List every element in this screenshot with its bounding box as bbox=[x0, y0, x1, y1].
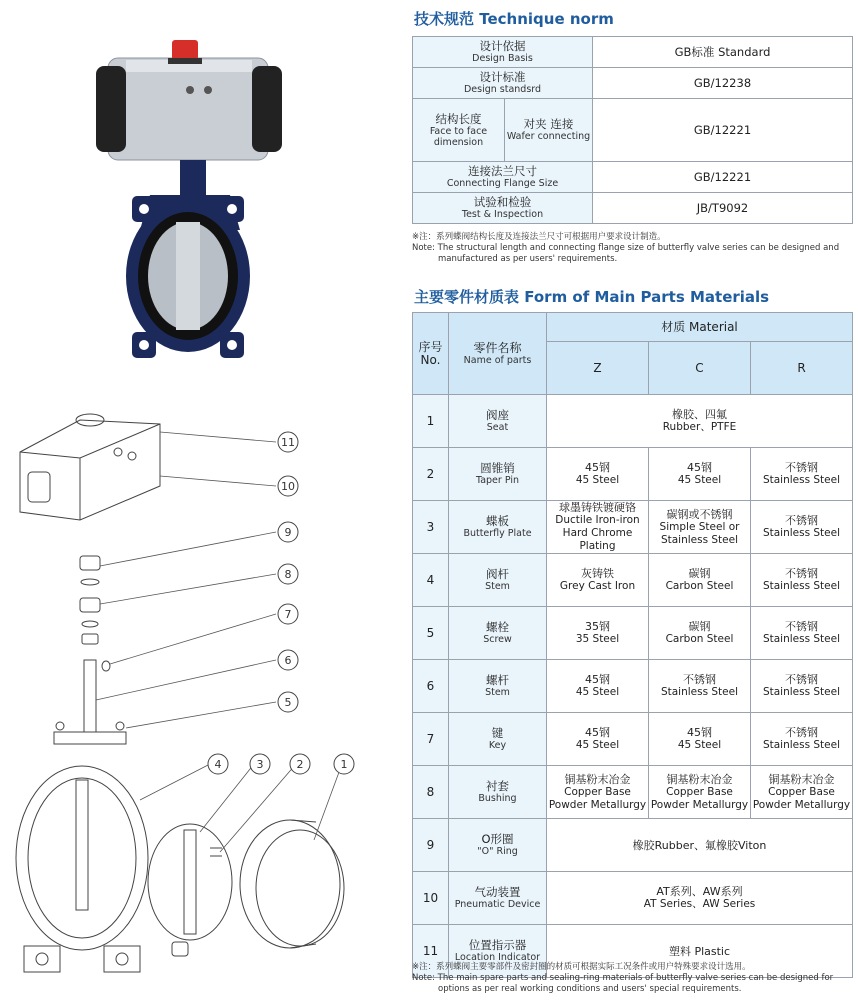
technique-note: ※注：系列蝶阀结构长度及连接法兰尺寸可根据用户要求设计制造。 Note: The structural length and connecting flange size of butterfly valve series can be designed and manufactured as per users' requirements. bbox=[412, 232, 840, 264]
material-span: 塑料 Plastic bbox=[547, 925, 853, 978]
material-z: 铜基粉末冶金 Copper Base Powder Metallurgy bbox=[547, 766, 649, 819]
part-name: 螺杆 Stem bbox=[449, 660, 547, 713]
part-name: 蝶板 Butterfly Plate bbox=[449, 501, 547, 554]
part-number: 2 bbox=[413, 448, 449, 501]
material-span: 橡胶、四氟 Rubber、PTFE bbox=[547, 395, 853, 448]
callout-11: 11 bbox=[281, 436, 295, 449]
material-c: 碳钢或不锈钢 Simple Steel or Stainless Steel bbox=[649, 501, 751, 554]
material-z: 45钢 45 Steel bbox=[547, 448, 649, 501]
materials-title: 主要零件材质表 Form of Main Parts Materials bbox=[414, 288, 770, 306]
callout-1: 1 bbox=[340, 758, 348, 771]
part-number: 4 bbox=[413, 554, 449, 607]
callout-3: 3 bbox=[256, 758, 264, 771]
materials-header-row: 序号 No. 零件名称 Name of parts 材质 Material bbox=[413, 313, 853, 342]
callout-2: 2 bbox=[296, 758, 304, 771]
material-r: 不锈钢 Stainless Steel bbox=[751, 660, 853, 713]
material-z: 45钢 45 Steel bbox=[547, 660, 649, 713]
materials-subheader-row: Z C R bbox=[413, 342, 853, 395]
material-r: 不锈钢 Stainless Steel bbox=[751, 554, 853, 607]
materials-row bbox=[413, 819, 853, 872]
materials-row bbox=[413, 766, 853, 819]
part-number: 10 bbox=[413, 872, 449, 925]
materials-row bbox=[413, 713, 853, 766]
materials-row bbox=[413, 872, 853, 925]
part-name: 圆锥销 Taper Pin bbox=[449, 448, 547, 501]
part-number: 7 bbox=[413, 713, 449, 766]
part-number: 11 bbox=[413, 925, 449, 978]
part-number: 3 bbox=[413, 501, 449, 554]
callout-10: 10 bbox=[281, 480, 295, 493]
illustration-panel bbox=[0, 0, 400, 1003]
material-r: 不锈钢 Stainless Steel bbox=[751, 607, 853, 660]
part-name: 阀杆 Stem bbox=[449, 554, 547, 607]
test-inspection-value: JB/T9092 bbox=[593, 193, 853, 224]
material-span: 橡胶Rubber、氟橡胶Viton bbox=[547, 819, 853, 872]
material-c: 45钢 45 Steel bbox=[649, 713, 751, 766]
callout-4: 4 bbox=[214, 758, 222, 771]
design-standard-value: GB/12238 bbox=[593, 68, 853, 99]
technique-row-1: 设计依据 Design Basis GB标准 Standard bbox=[413, 37, 853, 68]
callout-6: 6 bbox=[284, 654, 292, 667]
materials-table bbox=[412, 312, 853, 978]
part-number: 6 bbox=[413, 660, 449, 713]
callout-8: 8 bbox=[284, 568, 292, 581]
technique-row-3: 结构长度 Face to face dimension 对夹 连接 Wafer connecting GB/12221 bbox=[413, 99, 853, 162]
material-r: 不锈钢 Stainless Steel bbox=[751, 448, 853, 501]
material-r: 不锈钢 Stainless Steel bbox=[751, 501, 853, 554]
materials-row bbox=[413, 554, 853, 607]
materials-note: ※注：系列蝶阀主要零部件及密封圈的材质可根据实际工况条件或用户特殊要求设计选用。 Note: The main spare parts and sealing-ring materials of butterfly valve series can be designed for options as per real working conditions and users' special requirements. bbox=[412, 962, 834, 994]
part-name: 衬套 Bushing bbox=[449, 766, 547, 819]
part-name: O形圈 "O" Ring bbox=[449, 819, 547, 872]
part-name: 螺栓 Screw bbox=[449, 607, 547, 660]
part-name: 气动装置 Pneumatic Device bbox=[449, 872, 547, 925]
materials-row bbox=[413, 607, 853, 660]
technique-row-5: 试验和检验 Test & Inspection JB/T9092 bbox=[413, 193, 853, 224]
material-z: 球墨铸铁镀硬铬 Ductile Iron-iron Hard Chrome Plating bbox=[547, 501, 649, 554]
material-c: 碳钢 Carbon Steel bbox=[649, 554, 751, 607]
technique-table bbox=[412, 36, 853, 224]
part-name: 键 Key bbox=[449, 713, 547, 766]
material-c: 碳钢 Carbon Steel bbox=[649, 607, 751, 660]
technique-row-4: 连接法兰尺寸 Connecting Flange Size GB/12221 bbox=[413, 162, 853, 193]
exploded-drawing bbox=[16, 414, 344, 972]
technique-title: 技术规范 Technique norm bbox=[414, 10, 614, 28]
material-r: 铜基粉末冶金 Copper Base Powder Metallurgy bbox=[751, 766, 853, 819]
material-span: AT系列、AW系列 AT Series、AW Series bbox=[547, 872, 853, 925]
material-c: 45钢 45 Steel bbox=[649, 448, 751, 501]
design-basis-value: GB标准 Standard bbox=[593, 37, 853, 68]
materials-row bbox=[413, 395, 853, 448]
material-c: 铜基粉末冶金 Copper Base Powder Metallurgy bbox=[649, 766, 751, 819]
part-number: 9 bbox=[413, 819, 449, 872]
callout-5: 5 bbox=[284, 696, 292, 709]
material-r: 不锈钢 Stainless Steel bbox=[751, 713, 853, 766]
material-z: 灰铸铁 Grey Cast Iron bbox=[547, 554, 649, 607]
flange-size-value: GB/12221 bbox=[593, 162, 853, 193]
material-z: 45钢 45 Steel bbox=[547, 713, 649, 766]
materials-row bbox=[413, 501, 853, 554]
materials-row bbox=[413, 448, 853, 501]
technique-row-2: 设计标准 Design standsrd GB/12238 bbox=[413, 68, 853, 99]
callout-9: 9 bbox=[284, 526, 292, 539]
part-number: 8 bbox=[413, 766, 449, 819]
material-c: 不锈钢 Stainless Steel bbox=[649, 660, 751, 713]
part-number: 1 bbox=[413, 395, 449, 448]
face-to-face-value: GB/12221 bbox=[593, 99, 853, 162]
part-number: 5 bbox=[413, 607, 449, 660]
part-name: 位置指示器 Location Indicator bbox=[449, 925, 547, 978]
material-z: 35钢 35 Steel bbox=[547, 607, 649, 660]
valve-illustrations bbox=[0, 0, 400, 1003]
part-name: 阀座 Seat bbox=[449, 395, 547, 448]
materials-row bbox=[413, 660, 853, 713]
valve-photo bbox=[96, 40, 282, 358]
callout-7: 7 bbox=[284, 608, 292, 621]
